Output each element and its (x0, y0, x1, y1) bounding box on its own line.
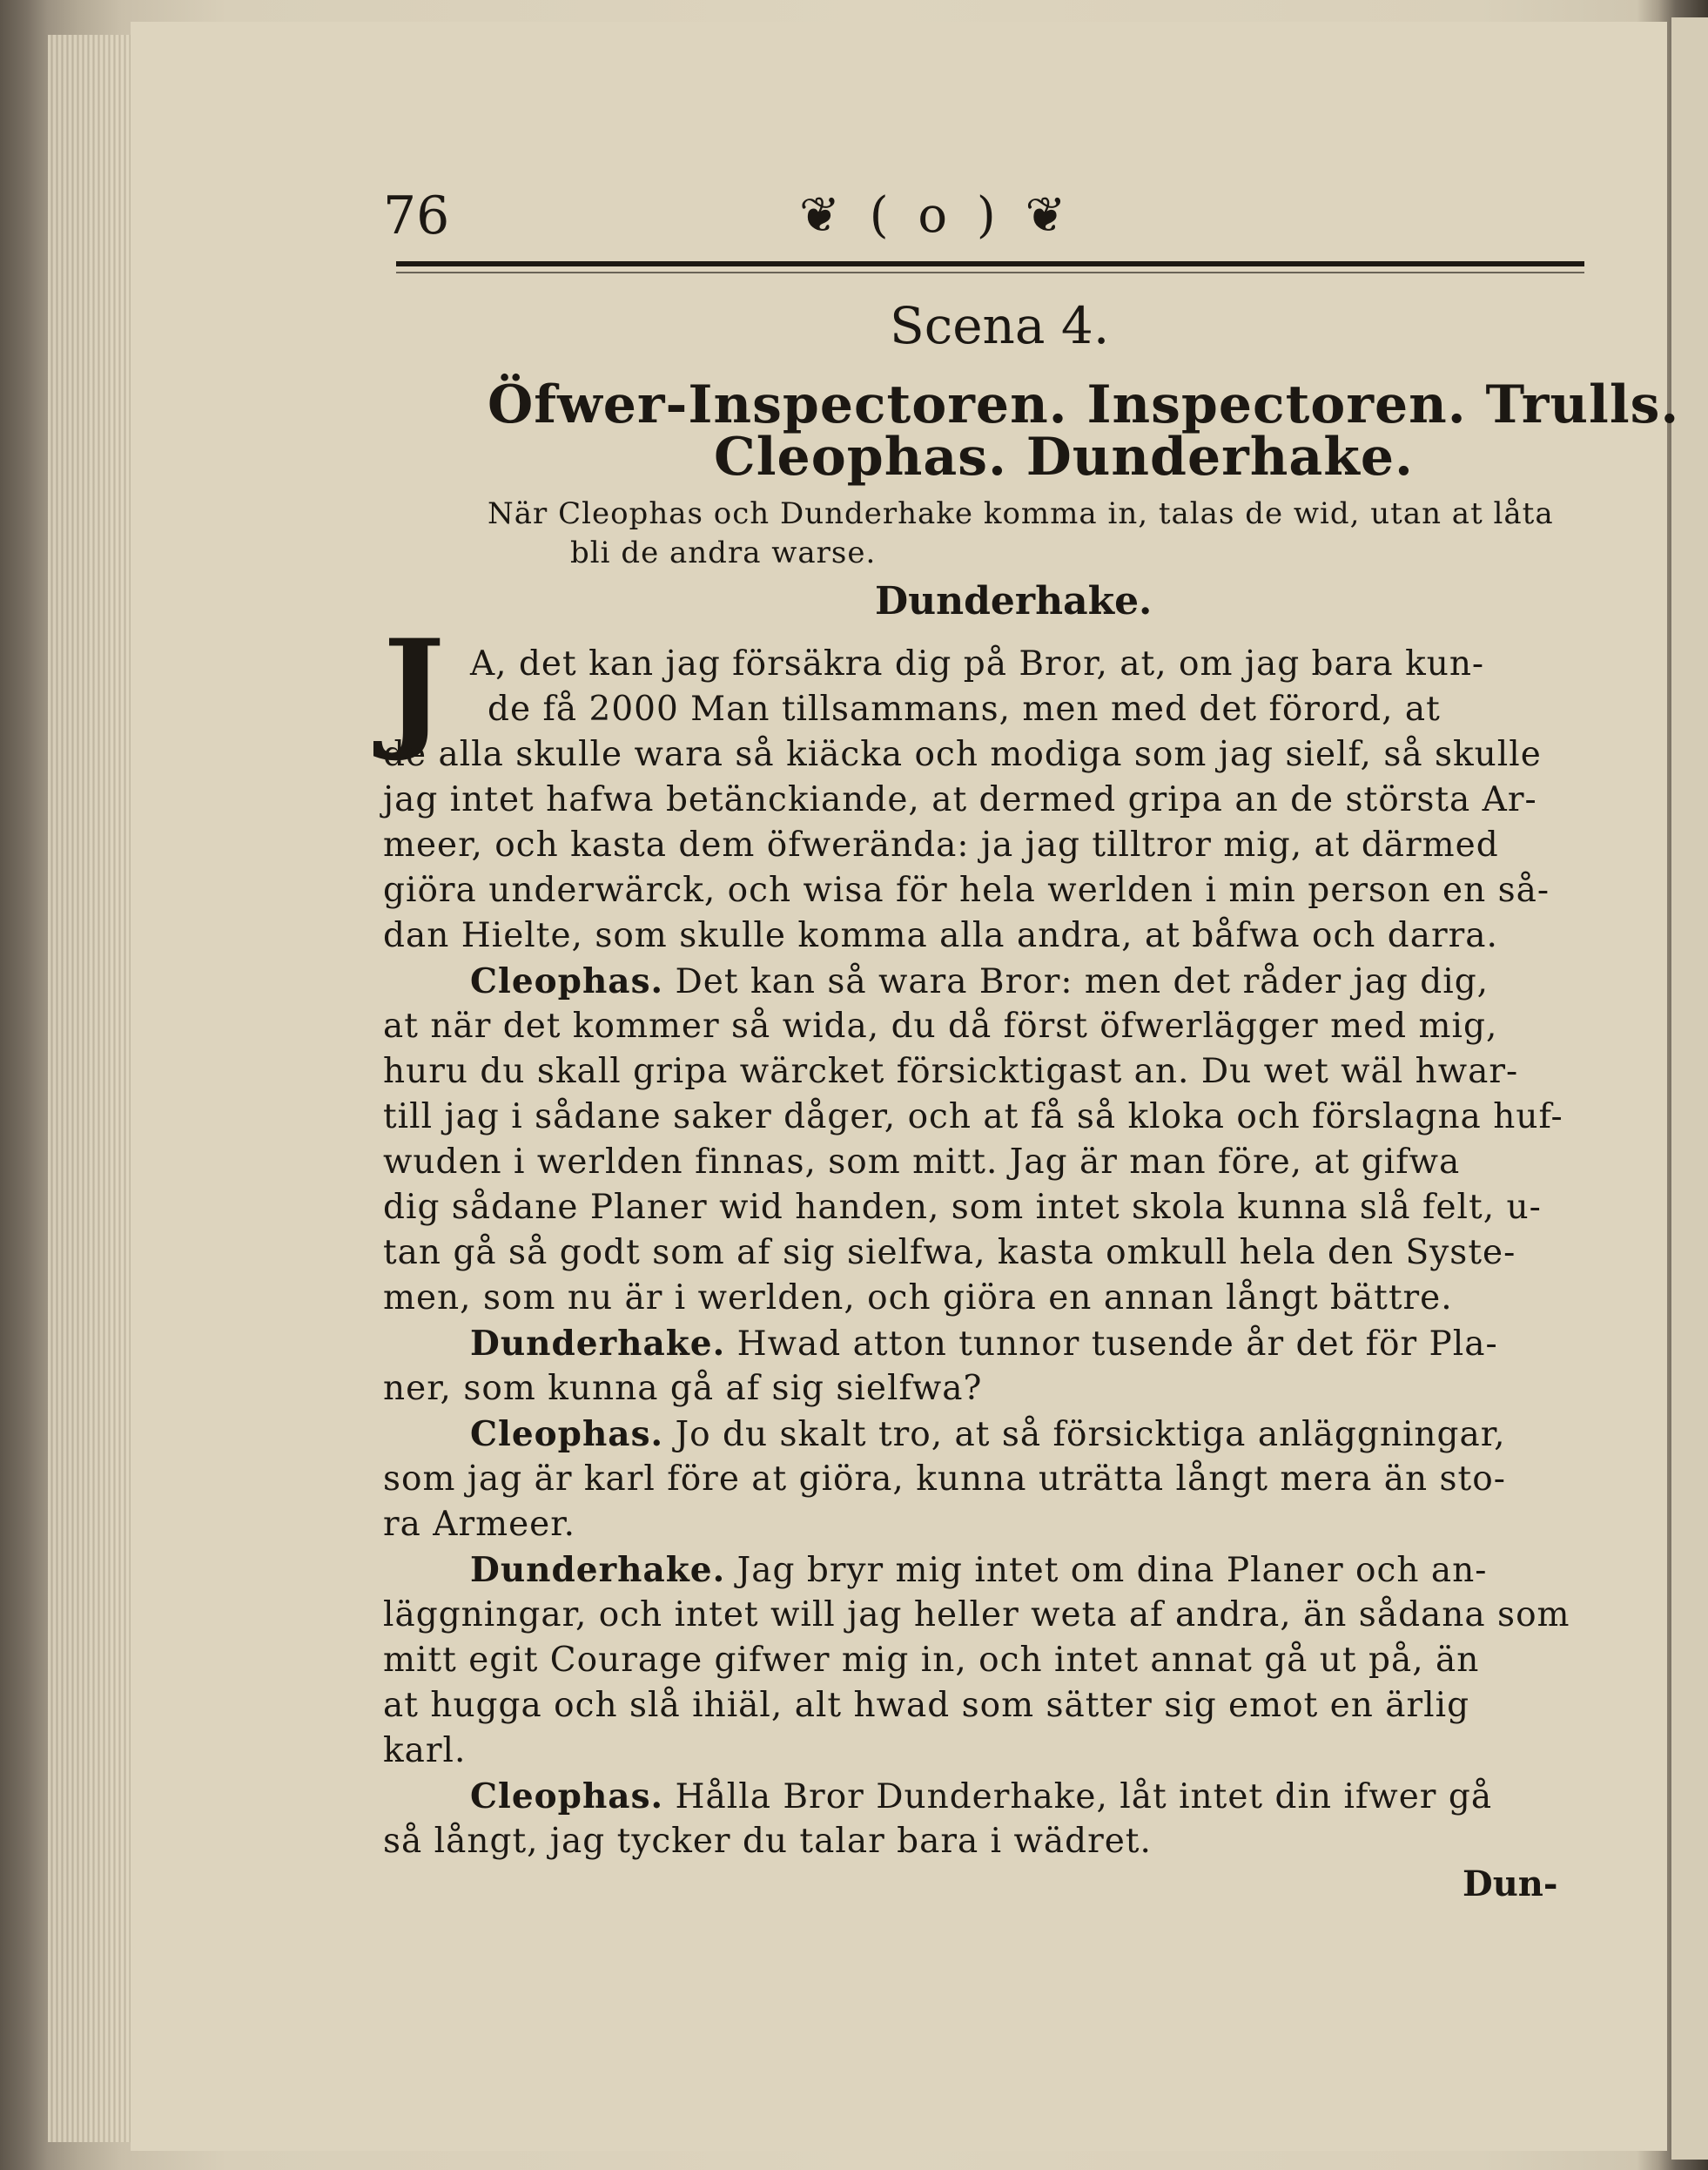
speaker-name: Dunderhake. (470, 1324, 726, 1364)
stage-direction-line-2: bli de andra warse. (570, 536, 877, 570)
text-line: läggningar, och intet will jag heller weta af andra, än sådana som (383, 1595, 1570, 1634)
header-rule (396, 261, 1584, 266)
text-line: A, det kan jag försäkra dig på Bror, at, om jag bara kun- (470, 644, 1485, 684)
scene-title: Scena 4. (890, 296, 1110, 355)
stage-direction-line-1: När Cleophas och Dunderhake komma in, talas de wid, utan at låta (488, 496, 1554, 531)
text-line: ra Armeer. (383, 1505, 575, 1544)
text-line: giöra underwärck, och wisa för hela werlden i min person en så- (383, 871, 1550, 910)
text-line: de få 2000 Man tillsammans, men med det förord, at (488, 690, 1441, 729)
text-line: at hugga och slå ihiäl, alt hwad som sätter sig emot en ärlig (383, 1686, 1470, 1725)
adjacent-page-edge (1671, 17, 1708, 2160)
dramatis-personae-line-2: Cleophas. Dunderhake. (714, 427, 1414, 488)
text-line: wuden i werlden finnas, som mitt. Jag är man före, at gifwa (383, 1142, 1461, 1182)
text-line: Jag bryr mig intet om dina Planer och an- (736, 1551, 1488, 1590)
speaker-name: Cleophas. (470, 1776, 664, 1816)
text-line: Det kan så wara Bror: men det råder jag dig, (675, 962, 1489, 1001)
text-line: till jag i sådane saker dåger, och at få så kloka och förslagna huf- (383, 1097, 1563, 1136)
header-ornament: ❦ ( o ) ❦ (799, 187, 1073, 244)
text-line: karl. (383, 1731, 467, 1770)
text-line: ner, som kunna gå af sig sielfwa? (383, 1369, 983, 1408)
text-line: dig sådane Planer wid handen, som intet skola kunna slå felt, u- (383, 1188, 1542, 1227)
drop-cap: J (383, 611, 445, 765)
page-number: 76 (383, 185, 450, 246)
text-line: så långt, jag tycker du talar bara i wädret. (383, 1822, 1152, 1861)
header-rule-thin (396, 272, 1584, 273)
text-line: Jo du skalt tro, at så försicktiga anläggningar, (675, 1415, 1506, 1454)
speaker-name: Cleophas. (470, 961, 664, 1001)
text-line: men, som nu är i werlden, och giöra en annan långt bättre. (383, 1278, 1453, 1318)
text-line: de alla skulle wara så kiäcka och modiga som jag sielf, så skulle (383, 735, 1542, 774)
catchword: Dun- (1463, 1863, 1558, 1904)
text-line: dan Hielte, som skulle komma alla andra, at båfwa och darra. (383, 916, 1498, 955)
text-line: tan gå så godt som af sig sielfwa, kasta omkull hela den Syste- (383, 1233, 1516, 1272)
text-line: huru du skall gripa wärcket försicktigast an. Du wet wäl hwar- (383, 1052, 1519, 1091)
speaker-heading: Dunderhake. (875, 579, 1153, 623)
speaker-name: Cleophas. (470, 1414, 664, 1454)
text-line: Hålla Bror Dunderhake, låt intet din ifwer gå (675, 1777, 1493, 1816)
text-line: at när det kommer så wida, du då först öfwerlägger med mig, (383, 1007, 1498, 1046)
speaker-name: Dunderhake. (470, 1550, 726, 1590)
text-line: meer, och kasta dem öfwerända: ja jag tilltror mig, at därmed (383, 826, 1499, 865)
text-line: som jag är karl före at giöra, kunna uträtta långt mera än sto- (383, 1459, 1506, 1499)
text-line: Hwad atton tunnor tusende år det för Pla- (736, 1324, 1498, 1364)
text-line: jag intet hafwa betänckiande, at dermed gripa an de största Ar- (383, 780, 1537, 819)
book-page-edges (48, 35, 131, 2142)
dramatis-personae-line-1: Öfwer-Inspectoren. Inspectoren. Trulls. (488, 374, 1680, 435)
text-line: mitt egit Courage gifwer mig in, och intet annat gå ut på, än (383, 1641, 1480, 1680)
